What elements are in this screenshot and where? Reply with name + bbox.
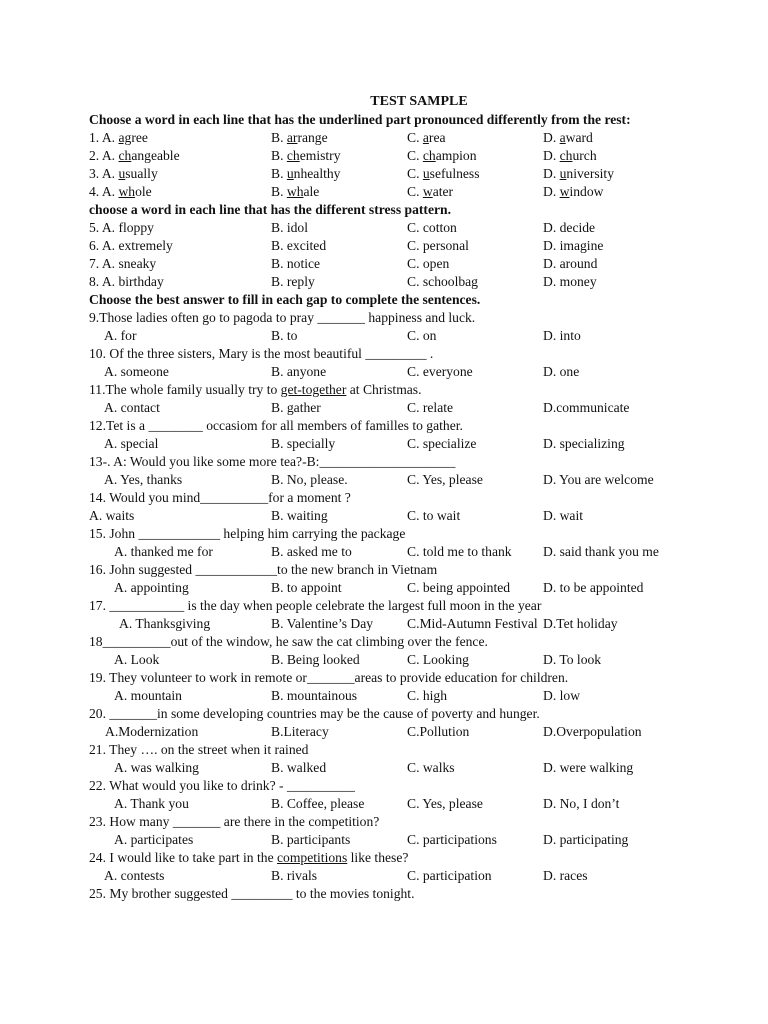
option-d: D. one (543, 364, 580, 379)
answer-row-19 (89, 687, 749, 705)
option-a: 6. A. extremely (89, 238, 173, 253)
answer-row-23 (89, 831, 749, 849)
option-a: A. participates (114, 832, 194, 847)
option-d: D. races (543, 868, 588, 883)
option-d: D. church (543, 148, 597, 163)
test-document (89, 93, 749, 903)
option-b: B. idol (271, 220, 309, 235)
option-d: D. wait (543, 508, 584, 523)
answer-row-20 (89, 723, 749, 741)
question-row-6 (89, 237, 749, 255)
option-d: D.Tet holiday (543, 616, 618, 631)
option-a: 7. A. sneaky (89, 256, 157, 271)
option-c: C. usefulness (407, 166, 480, 181)
option-b: B. excited (271, 238, 327, 253)
option-b: B. Valentine’s Day (271, 616, 374, 631)
option-c: C. specialize (407, 436, 477, 451)
option-b: B. specially (271, 436, 336, 451)
option-c: C. Yes, please (407, 796, 483, 811)
option-a: A.Modernization (105, 724, 199, 739)
question-stem-20: 20. _______in some developing countries may be the cause of poverty and hunger. (89, 706, 540, 721)
option-c: C. champion (407, 148, 477, 163)
option-b: B. No, please. (271, 472, 348, 487)
option-d: D. imagine (543, 238, 604, 253)
question-row-1 (89, 129, 749, 147)
option-a: A. waits (89, 508, 135, 523)
option-c: C. everyone (407, 364, 473, 379)
option-d: D. No, I don’t (543, 796, 620, 811)
option-b: B. participants (271, 832, 351, 847)
option-a: A. contact (104, 400, 160, 415)
question-stem-14: 14. Would you mind__________for a moment ? (89, 490, 351, 505)
option-c: C. told me to thank (407, 544, 512, 559)
question-stem-11: 11.The whole family usually try to get-together at Christmas. (89, 382, 422, 397)
option-a: A. was walking (114, 760, 199, 775)
answer-row-18 (89, 651, 749, 669)
option-a: A. contests (104, 868, 165, 883)
answer-row-12 (89, 435, 749, 453)
question-stem-24: 24. I would like to take part in the competitions like these? (89, 850, 409, 865)
option-a: 1. A. agree (89, 130, 148, 145)
section-3-instruction: Choose the best answer to fill in each gap to complete the sentences. (89, 292, 481, 307)
option-c: C. schoolbag (407, 274, 478, 289)
answer-row-17 (89, 615, 749, 633)
option-a: A. Yes, thanks (104, 472, 183, 487)
answer-row-11 (89, 399, 749, 417)
option-d: D.communicate (543, 400, 630, 415)
question-row-2 (89, 147, 749, 165)
option-b: B. to (271, 328, 298, 343)
question-row-3 (89, 165, 749, 183)
question-stem-10: 10. Of the three sisters, Mary is the most beautiful _________ . (89, 346, 434, 361)
option-a: A. for (104, 328, 137, 343)
answer-row-9 (89, 327, 749, 345)
option-d: D. were walking (543, 760, 634, 775)
question-stem-17: 17. ___________ is the day when people celebrate the largest full moon in the year (89, 598, 542, 613)
option-b: B. Being looked (271, 652, 360, 667)
question-stem-12: 12.Tet is a ________ occasiom for all members of familles to gather. (89, 418, 463, 433)
option-d: D. To look (543, 652, 602, 667)
option-c: C. water (407, 184, 454, 199)
option-b: B.Literacy (271, 724, 329, 739)
option-d: D. You are welcome (543, 472, 654, 487)
option-a: A. Look (114, 652, 160, 667)
option-c: C. on (407, 328, 437, 343)
option-a: 4. A. whole (89, 184, 152, 199)
option-c: C. cotton (407, 220, 457, 235)
option-a: A. special (104, 436, 159, 451)
option-c: C. Looking (407, 652, 469, 667)
option-c: C. Yes, please (407, 472, 483, 487)
question-row-7 (89, 255, 749, 273)
option-d: D. money (543, 274, 597, 289)
option-b: B. whale (271, 184, 320, 199)
option-b: B. anyone (271, 364, 327, 379)
question-stem-15: 15. John ____________ helping him carrying the package (89, 526, 406, 541)
option-b: B. arrange (271, 130, 328, 145)
option-d: D. window (543, 184, 604, 199)
option-c: C. high (407, 688, 448, 703)
option-c: C. open (407, 256, 450, 271)
option-d: D. into (543, 328, 581, 343)
option-d: D. low (543, 688, 581, 703)
answer-row-16 (89, 579, 749, 597)
option-b: B. to appoint (271, 580, 342, 595)
option-b: B. walked (271, 760, 327, 775)
answer-row-15 (89, 543, 749, 561)
option-b: B. Coffee, please (271, 796, 365, 811)
option-c: C. relate (407, 400, 454, 415)
option-a: A. someone (104, 364, 169, 379)
answer-row-13 (89, 471, 749, 489)
option-a: A. Thanksgiving (119, 616, 211, 631)
question-stem-18: 18__________out of the window, he saw the cat climbing over the fence. (89, 634, 488, 649)
option-d: D. said thank you me (543, 544, 659, 559)
option-a: 2. A. changeable (89, 148, 180, 163)
question-stem-22: 22. What would you like to drink? - __________ (89, 778, 355, 793)
option-b: B. rivals (271, 868, 318, 883)
option-c: C. participation (407, 868, 492, 883)
question-stem-21: 21. They …. on the street when it rained (89, 742, 309, 757)
option-d: D. around (543, 256, 598, 271)
question-row-8 (89, 273, 749, 291)
option-a: A. Thank you (114, 796, 189, 811)
option-c: C. participations (407, 832, 497, 847)
answer-row-14 (89, 507, 749, 525)
option-a: 8. A. birthday (89, 274, 164, 289)
question-row-4 (89, 183, 749, 201)
option-c: C. being appointed (407, 580, 511, 595)
option-a: 3. A. usually (89, 166, 158, 181)
question-row-5 (89, 219, 749, 237)
option-c: C.Pollution (407, 724, 470, 739)
option-a: A. appointing (114, 580, 189, 595)
option-c: C. walks (407, 760, 455, 775)
answer-row-21 (89, 759, 749, 777)
option-d: D. to be appointed (543, 580, 644, 595)
option-b: B. unhealthy (271, 166, 341, 181)
option-a: A. mountain (114, 688, 182, 703)
option-b: B. reply (271, 274, 315, 289)
option-d: D. specializing (543, 436, 625, 451)
option-b: B. notice (271, 256, 321, 271)
question-stem-25: 25. My brother suggested _________ to the movies tonight. (89, 886, 415, 901)
option-b: B. asked me to (271, 544, 352, 559)
answer-row-24 (89, 867, 749, 885)
option-d: D. award (543, 130, 593, 145)
option-b: B. mountainous (271, 688, 358, 703)
option-b: B. chemistry (271, 148, 341, 163)
option-d: D. participating (543, 832, 629, 847)
option-d: D. university (543, 166, 614, 181)
option-d: D. decide (543, 220, 596, 235)
option-c: C. personal (407, 238, 469, 253)
option-b: B. waiting (271, 508, 328, 523)
option-b: B. gather (271, 400, 321, 415)
section-1-instruction: Choose a word in each line that has the underlined part pronounced differently from the rest: (89, 112, 631, 127)
question-stem-13: 13-. A: Would you like some more tea?-B:____________________ (89, 454, 456, 469)
answer-row-10 (89, 363, 749, 381)
question-stem-19: 19. They volunteer to work in remote or_______areas to provide education for children. (89, 670, 569, 685)
option-d: D.Overpopulation (543, 724, 642, 739)
question-stem-23: 23. How many _______ are there in the competition? (89, 814, 380, 829)
page-title: TEST SAMPLE (370, 94, 468, 109)
question-stem-9: 9.Those ladies often go to pagoda to pray _______ happiness and luck. (89, 310, 476, 325)
question-stem-16: 16. John suggested ____________to the new branch in Vietnam (89, 562, 438, 577)
option-c: C. to wait (407, 508, 461, 523)
option-a: 5. A. floppy (89, 220, 154, 235)
section-2-instruction: choose a word in each line that has the different stress pattern. (89, 202, 451, 217)
answer-row-22 (89, 795, 749, 813)
option-c: C. area (407, 130, 446, 145)
option-c: C.Mid-Autumn Festival (407, 616, 538, 631)
option-a: A. thanked me for (114, 544, 213, 559)
